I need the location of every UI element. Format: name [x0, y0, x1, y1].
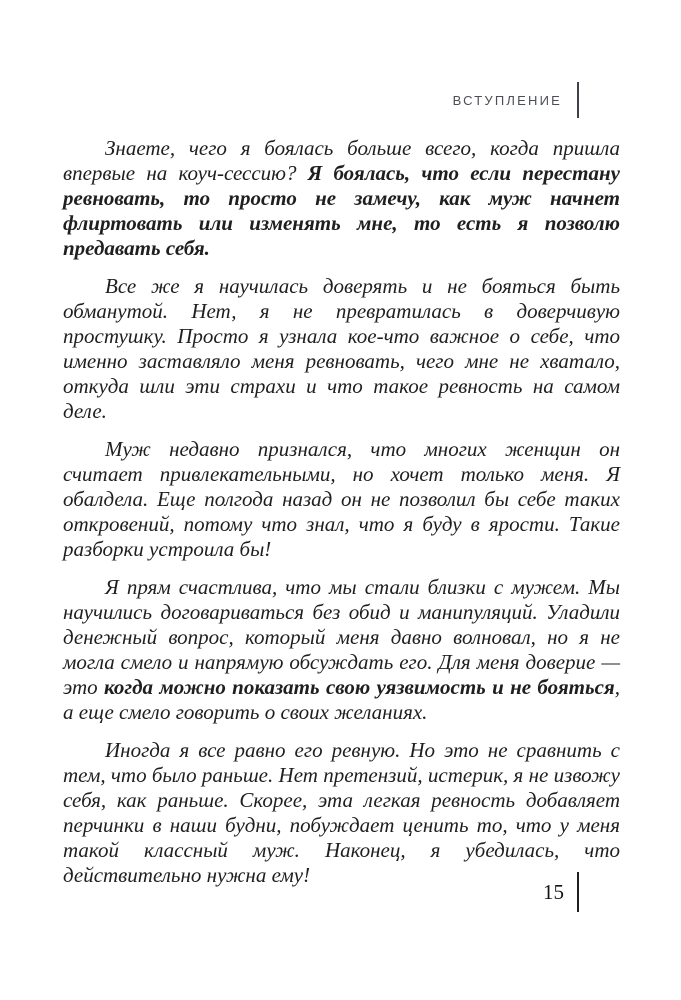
paragraph-run-bold: Я боялась, что если перестану ревновать, то просто не замечу, как муж начнет флиртовать или изменять мне, то есть я позволю предавать себя.: [63, 161, 620, 260]
page-number: 15: [543, 879, 564, 904]
paragraph-run-bold: когда можно показать свою уязвимость и не бояться: [103, 675, 615, 699]
paragraph: [63, 738, 620, 888]
paragraph: [63, 575, 620, 725]
paragraph: [63, 274, 620, 424]
running-head: [453, 82, 579, 118]
chapter-title: ВСТУПЛЕНИЕ: [452, 92, 562, 108]
paragraph-run: Муж недавно признался, что многих женщин он считает привлекательными, но хочет только меня. Я обалдела. Еще полгода назад он не позволил бы себе таких откровений, потому что знал, что я буду в ярости. Такие разборки устроила бы!: [63, 437, 620, 561]
paragraph-run: Я прям счастлива, что мы стали близки с мужем. Мы научились договариваться без обид и манипуляций. Уладили денежный вопрос, который меня давно волновал, но я не могла смело и напрямую обсуждать его. Для меня доверие — это: [63, 575, 620, 699]
paragraph-run: , а еще смело говорить о своих желаниях.: [63, 675, 620, 724]
body-text: [63, 136, 620, 901]
paragraph-run: Все же я научилась доверять и не бояться быть обманутой. Нет, я не превратилась в доверчивую простушку. Просто я узнала кое-что важное о себе, что именно заставляло меня ревновать, чего мне не хватало, откуда шли эти страхи и что такое ревность на самом деле.: [63, 274, 620, 423]
paragraph: [63, 437, 620, 562]
paragraph-run: Иногда я все равно его ревную. Но это не сравнить с тем, что было раньше. Нет претензий, истерик, я не извожу себя, как раньше. Скорее, эта легкая ревность добавляет перчинки в наши будни, побуждает ценить то, что у меня такой классный муж. Наконец, я убедилась, что действительно нужна ему!: [63, 738, 620, 887]
header-rule: [577, 82, 579, 118]
footer-rule: [577, 872, 579, 912]
page-footer: [543, 872, 579, 912]
paragraph-run: Знаете, чего я боялась больше всего, когда пришла впервые на коуч-сессию?: [63, 136, 620, 185]
paragraph: [63, 136, 620, 261]
